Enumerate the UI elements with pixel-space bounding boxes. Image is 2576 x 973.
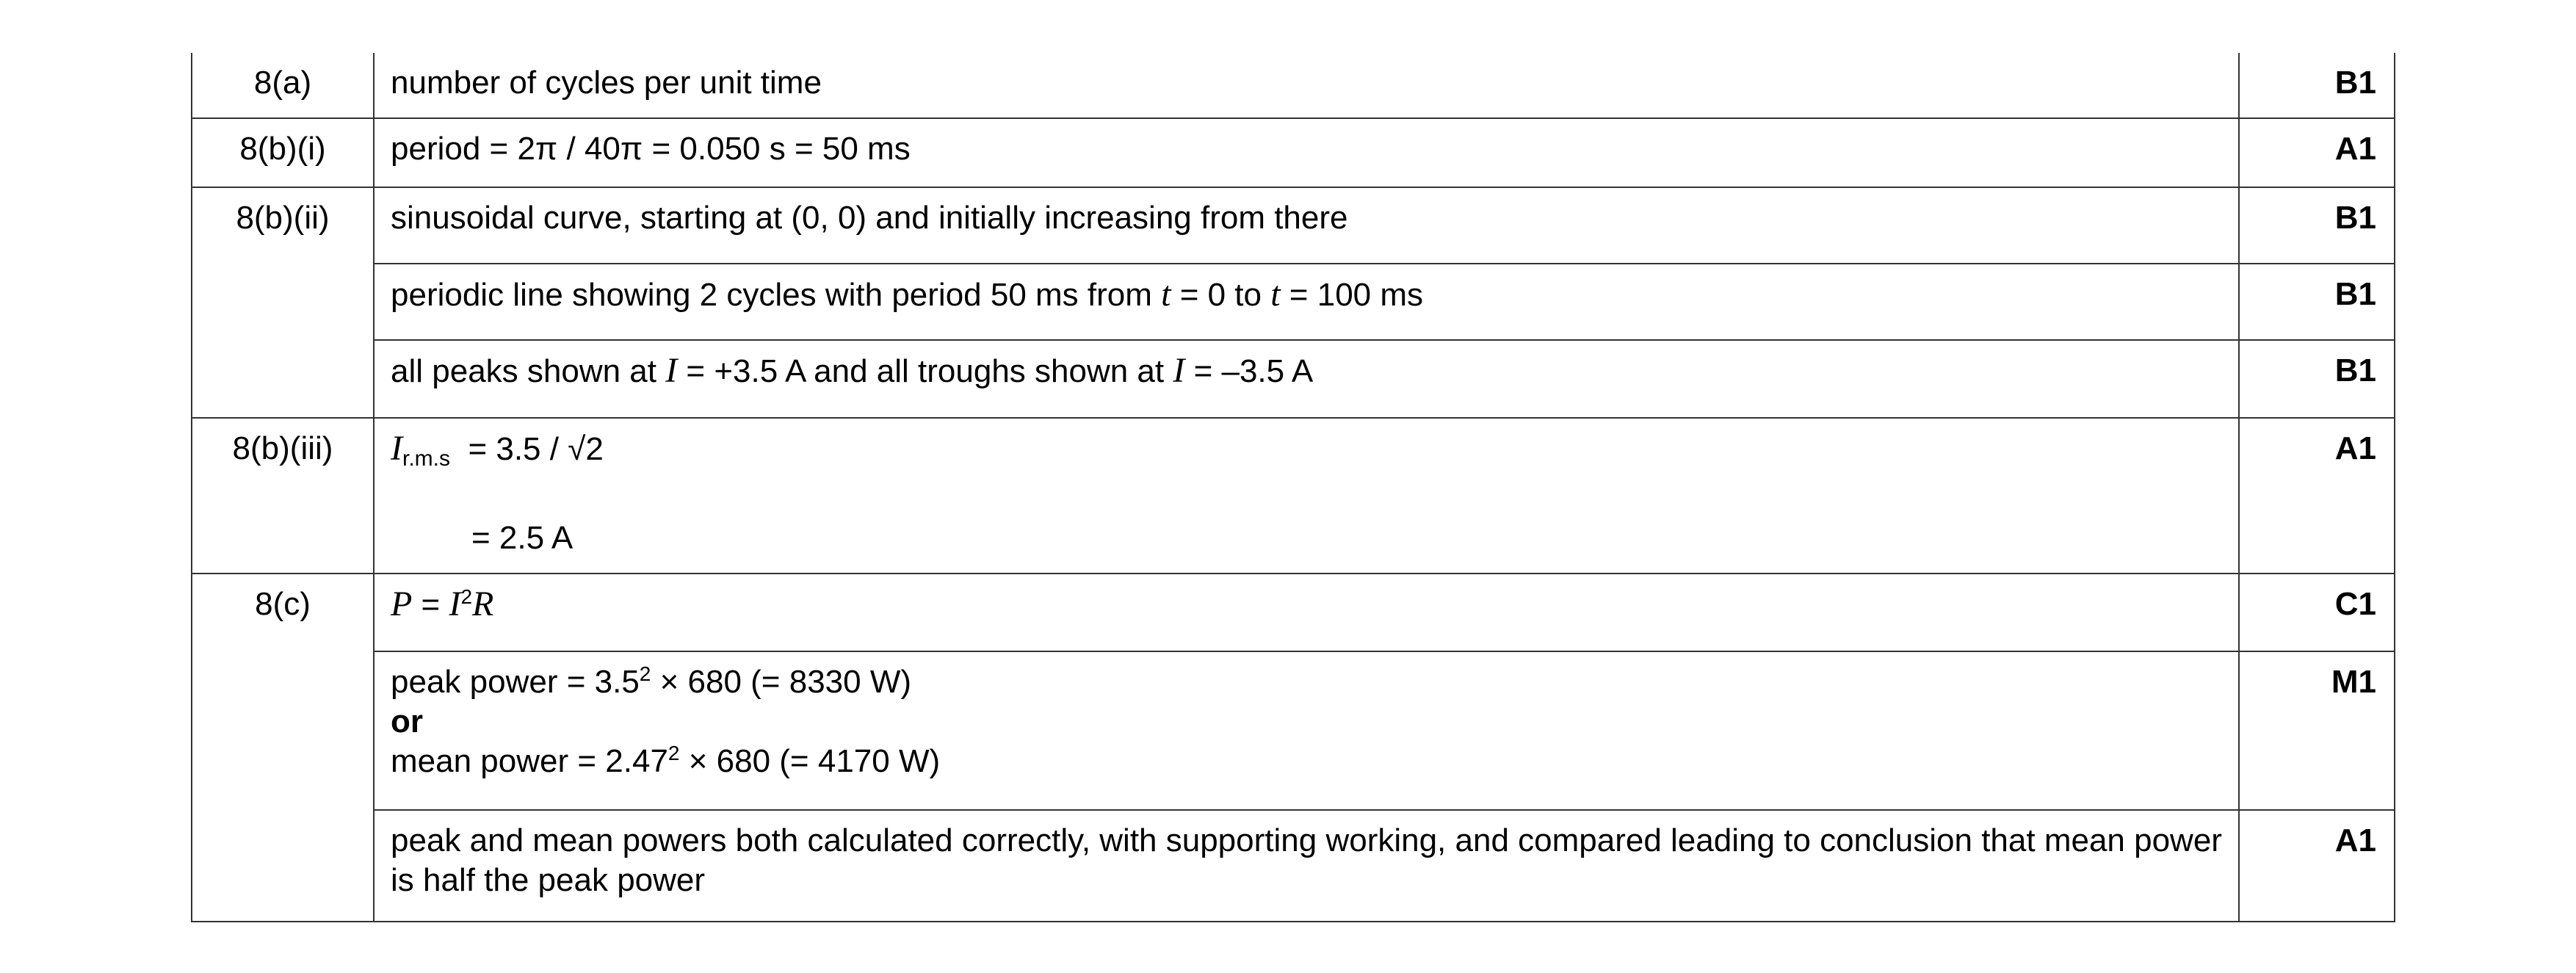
- question-number: 8(b)(ii): [192, 187, 374, 418]
- answer-cell: period = 2π / 40π = 0.050 s = 50 ms: [374, 118, 2239, 187]
- table-row: [192, 118, 2395, 187]
- answer-text: =: [412, 587, 449, 623]
- answer-text: = 3.5 / √2: [468, 431, 604, 467]
- mark-cell: B1: [2239, 340, 2395, 418]
- mark-cell: A1: [2239, 118, 2395, 187]
- answer-cell: peak and mean powers both calculated correctly, with supporting working, and compared leading to conclusion that mean power is half the peak power: [374, 810, 2239, 922]
- question-number: 8(b)(i): [192, 118, 374, 187]
- superscript: 2: [460, 585, 473, 608]
- symbol-p: P: [391, 585, 413, 623]
- table-row: [192, 651, 2395, 810]
- table-row: [192, 53, 2395, 118]
- mark-cell: B1: [2239, 264, 2395, 340]
- rms-line-1: [391, 429, 2224, 479]
- rms-line-2: [391, 518, 2224, 558]
- symbol-t: t: [1270, 275, 1281, 314]
- answer-text: = 100 ms: [1280, 277, 1424, 313]
- symbol-t: t: [1161, 275, 1171, 314]
- answer-text: = 0 to: [1171, 277, 1271, 313]
- answer-cell: sinusoidal curve, starting at (0, 0) and initially increasing from there: [374, 187, 2239, 264]
- table-row: [192, 187, 2395, 264]
- answer-text: = +3.5 A and all troughs shown at: [677, 353, 1173, 389]
- superscript: 2: [667, 742, 680, 764]
- answer-text: mean power = 2.47: [391, 743, 668, 779]
- question-number: 8(a): [192, 53, 374, 118]
- symbol-i: I: [391, 429, 402, 468]
- answer-cell: [374, 340, 2239, 418]
- table-row: [192, 340, 2395, 418]
- mark-scheme-table: [191, 53, 2395, 922]
- table-row: [192, 418, 2395, 574]
- mark-cell: B1: [2239, 187, 2395, 264]
- peak-power-line: [391, 662, 2224, 702]
- table-row: [192, 264, 2395, 340]
- mark-cell: A1: [2239, 810, 2395, 922]
- answer-text: all peaks shown at: [391, 353, 666, 389]
- answer-cell: [374, 264, 2239, 340]
- symbol-i: I: [449, 585, 461, 623]
- mark-cell: A1: [2239, 418, 2395, 574]
- or-label: or: [391, 703, 423, 739]
- subscript-rms: r.m.s: [402, 446, 450, 471]
- superscript: 2: [639, 662, 651, 685]
- answer-cell: number of cycles per unit time: [374, 53, 2239, 118]
- question-number: 8(b)(iii): [192, 418, 374, 574]
- mark-cell: B1: [2239, 53, 2395, 118]
- table-row: [192, 810, 2395, 922]
- answer-text: peak power = 3.5: [391, 664, 640, 700]
- answer-text: × 680 (= 4170 W): [679, 743, 941, 779]
- answer-text: × 680 (= 8330 W): [651, 664, 912, 700]
- answer-text: periodic line showing 2 cycles with period 50 ms from: [391, 277, 1162, 313]
- answer-text: = 2.5 A: [471, 520, 574, 556]
- question-number: 8(c): [192, 574, 374, 922]
- mark-cell: M1: [2239, 651, 2395, 810]
- symbol-r: R: [472, 585, 494, 623]
- table-row: [192, 574, 2395, 651]
- symbol-i: I: [665, 351, 678, 390]
- mark-cell: C1: [2239, 574, 2395, 651]
- answer-cell: [374, 651, 2239, 810]
- answer-cell: [374, 574, 2239, 651]
- symbol-i: I: [1173, 351, 1185, 390]
- answer-text: = –3.5 A: [1184, 353, 1314, 389]
- answer-cell: [374, 418, 2239, 574]
- mean-power-line: [391, 742, 2224, 781]
